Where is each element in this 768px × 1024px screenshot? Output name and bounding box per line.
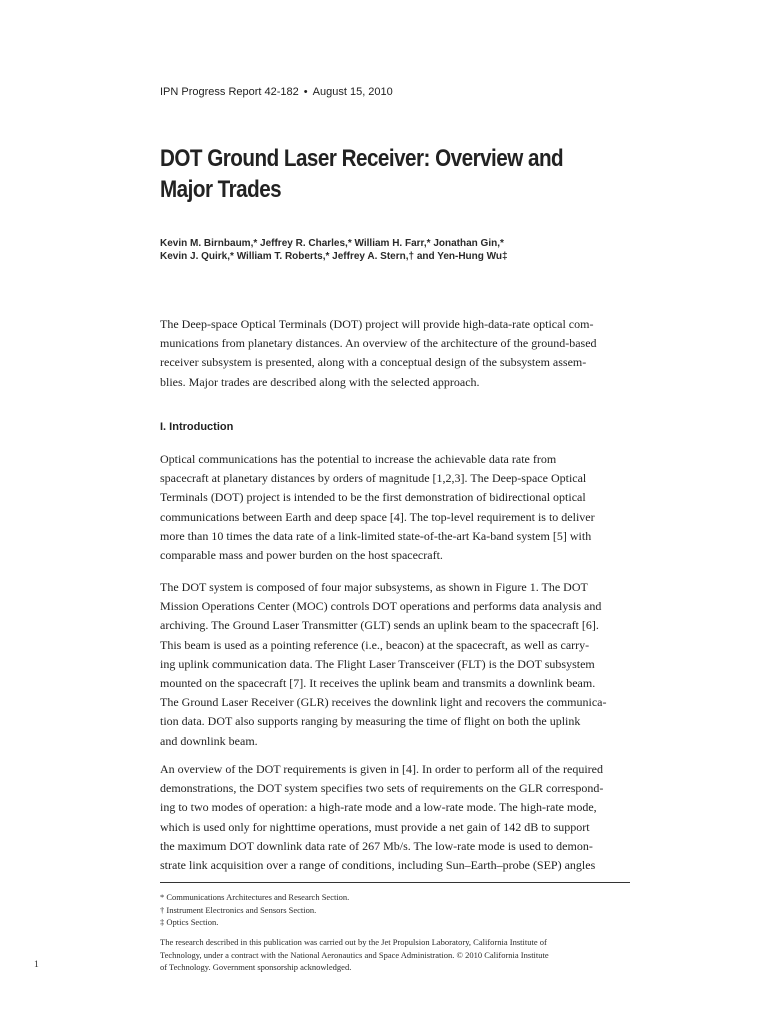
acknowledgment-line: of Technology. Government sponsorship acknowledged. bbox=[160, 962, 352, 972]
section-heading: I. Introduction bbox=[160, 421, 234, 433]
footnote: ‡ Optics Section. bbox=[160, 917, 219, 927]
footnote: † Instrument Electronics and Sensors Section. bbox=[160, 904, 317, 915]
paragraph-line: mounted on the spacecraft [7]. It receives the uplink beam and transmits a downlink beam. bbox=[160, 675, 596, 690]
paragraph-line: Optical communications has the potential to increase the achievable data rate from bbox=[160, 452, 557, 466]
header-separator: • bbox=[303, 86, 308, 98]
abstract-line: blies. Major trades are described along with the selected approach. bbox=[160, 374, 480, 389]
paragraph-line: This beam is used as a pointing reference (i.e., beacon) at the spacecraft, as well as carry- bbox=[160, 637, 590, 652]
acknowledgment bbox=[160, 936, 640, 974]
paragraph-line: strate link acquisition over a range of conditions, including Sun–Earth–probe (SEP) angles bbox=[160, 857, 596, 872]
paragraph-line: Terminals (DOT) project is intended to be the first demonstration of bidirectional optical bbox=[160, 490, 586, 505]
abstract-line: munications from planetary distances. An overview of the architecture of the ground-based bbox=[160, 336, 597, 351]
report-series: IPN Progress Report 42-182 bbox=[160, 86, 299, 98]
footnote-divider bbox=[160, 882, 630, 883]
paragraph bbox=[160, 760, 630, 875]
footnote: * Communications Architectures and Research Section. bbox=[160, 892, 350, 902]
paragraph-line: tion data. DOT also supports ranging by measuring the time of flight on both the uplink bbox=[160, 714, 581, 729]
paragraph-line: Mission Operations Center (MOC) controls DOT operations and performs data analysis and bbox=[160, 599, 602, 614]
acknowledgment-line: The research described in this publication was carried out by the Jet Propulsion Laboratory, California Institute of bbox=[160, 937, 547, 947]
paper-title bbox=[160, 143, 607, 205]
paragraph-line: The Ground Laser Receiver (GLR) receives the downlink light and recovers the communica- bbox=[160, 695, 607, 710]
title-line: Major Trades bbox=[160, 176, 282, 203]
paragraph-line: demonstrations, the DOT system specifies two sets of requirements on the GLR correspond- bbox=[160, 781, 604, 796]
footnotes bbox=[160, 891, 630, 929]
paragraph-line: communications between Earth and deep space [4]. The top-level requirement is to deliver bbox=[160, 509, 595, 524]
author-list bbox=[160, 237, 630, 263]
paragraph-line: the maximum DOT downlink data rate of 267 Mb/s. The low-rate mode is used to demon- bbox=[160, 838, 593, 853]
report-header bbox=[160, 86, 393, 98]
paragraph-line: comparable mass and power burden on the host spacecraft. bbox=[160, 547, 443, 562]
abstract-line: The Deep-space Optical Terminals (DOT) project will provide high-data-rate optical com- bbox=[160, 317, 594, 331]
author-line: Kevin M. Birnbaum,* Jeffrey R. Charles,* William H. Farr,* Jonathan Gin,* bbox=[160, 238, 504, 249]
paragraph-line: spacecraft at planetary distances by orders of magnitude [1,2,3]. The Deep-space Optical bbox=[160, 471, 587, 486]
paragraph-line: more than 10 times the data rate of a link-limited state-of-the-art Ka-band system [5] with bbox=[160, 528, 592, 543]
abstract bbox=[160, 315, 630, 392]
report-date: August 15, 2010 bbox=[312, 86, 393, 98]
paragraph bbox=[160, 450, 630, 565]
acknowledgment-line: Technology, under a contract with the National Aeronautics and Space Administration. © 2010 California Institute bbox=[160, 949, 549, 960]
paragraph-line: archiving. The Ground Laser Transmitter (GLT) sends an uplink beam to the spacecraft [6]. bbox=[160, 618, 599, 633]
abstract-line: receiver subsystem is presented, along with a conceptual design of the subsystem assem- bbox=[160, 355, 587, 370]
page-number: 1 bbox=[34, 960, 39, 970]
paragraph-line: and downlink beam. bbox=[160, 733, 258, 748]
paragraph bbox=[160, 578, 630, 751]
paragraph-line: The DOT system is composed of four major subsystems, as shown in Figure 1. The DOT bbox=[160, 580, 588, 594]
paragraph-line: ing to two modes of operation: a high-rate mode and a low-rate mode. The high-rate mode, bbox=[160, 800, 597, 815]
author-line: Kevin J. Quirk,* William T. Roberts,* Jeffrey A. Stern,† and Yen-Hung Wu‡ bbox=[160, 251, 508, 262]
title-line: DOT Ground Laser Receiver: Overview and bbox=[160, 145, 564, 172]
paragraph-line: An overview of the DOT requirements is given in [4]. In order to perform all of the required bbox=[160, 762, 603, 776]
paragraph-line: ing uplink communication data. The Flight Laser Transceiver (FLT) is the DOT subsystem bbox=[160, 656, 595, 671]
paragraph-line: which is used only for nighttime operations, must provide a net gain of 142 dB to support bbox=[160, 819, 590, 834]
